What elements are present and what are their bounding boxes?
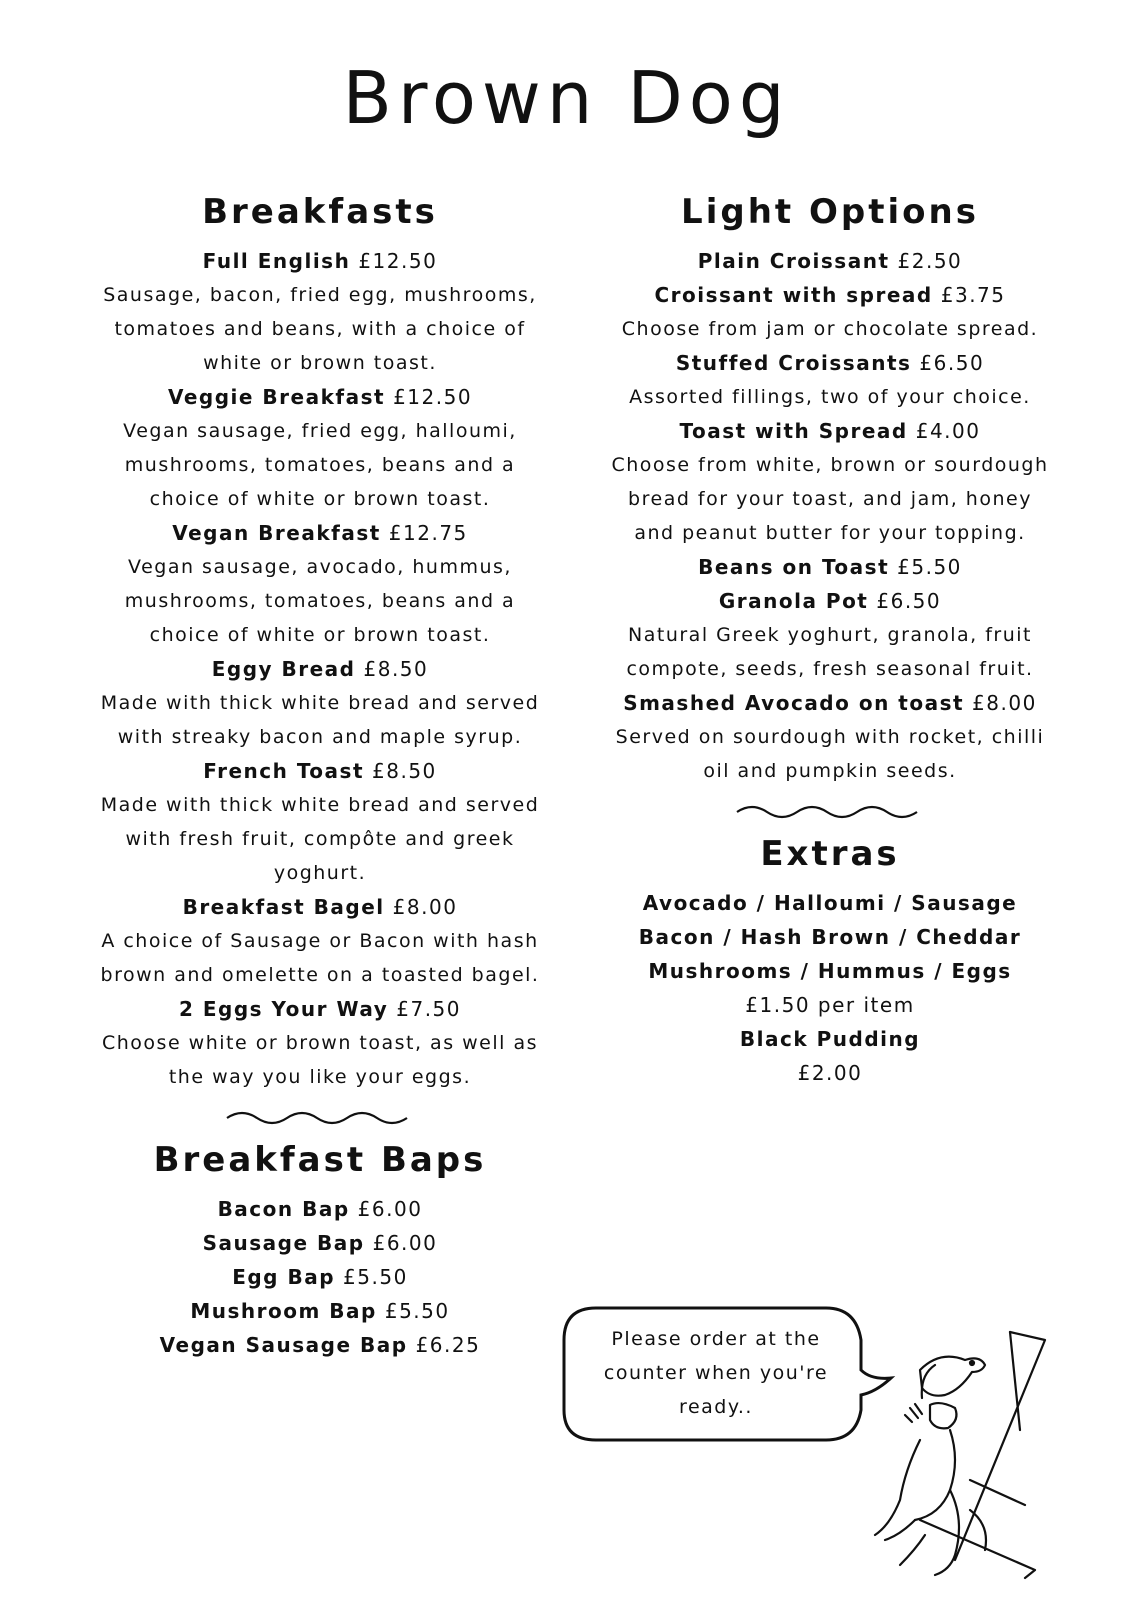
menu-item-description: Served on sourdough with rocket, chilli oil and pumpkin seeds.: [615, 726, 1045, 782]
menu-item-price: £12.50: [358, 249, 438, 273]
menu-item-price: £5.50: [897, 555, 962, 579]
menu-item-title: Breakfast Bagel: [182, 895, 385, 919]
menu-item-description: Vegan sausage, fried egg, halloumi, mushrooms, tomatoes, beans and a choice of white or brown toast.: [123, 420, 517, 510]
menu-item-description: Made with thick white bread and served with streaky bacon and maple syrup.: [100, 692, 540, 748]
menu-item-name: [600, 686, 1060, 720]
menu-item-name: [85, 1226, 555, 1260]
menu-item-title: Full English: [202, 249, 351, 273]
menu-item-name: [600, 278, 1060, 312]
black-pudding-label: Black Pudding: [739, 1027, 921, 1051]
menu-item-price: £8.00: [392, 895, 458, 919]
menu-item-price: £6.50: [876, 589, 942, 613]
menu-item-title: 2 Eggs Your Way: [178, 997, 389, 1021]
extras-per-item-price: £1.50 per item: [745, 993, 915, 1017]
baps-heading: Breakfast Baps: [153, 1140, 487, 1180]
menu-item-title: Beans on Toast: [698, 555, 890, 579]
right-column: [600, 190, 1060, 1090]
menu-item-price: £6.00: [357, 1197, 423, 1221]
menu-item-price: £2.50: [897, 249, 963, 273]
menu-item-name: [600, 346, 1060, 380]
menu-item-name: [600, 584, 1060, 618]
menu-item-name: [600, 414, 1060, 448]
menu-item-title: Veggie Breakfast: [167, 385, 386, 409]
menu-item-price: £6.50: [919, 351, 985, 375]
light-options-list: [600, 244, 1060, 788]
menu-item-price: £6.25: [415, 1333, 481, 1357]
menu-item-description: Natural Greek yoghurt, granola, fruit compote, seeds, fresh seasonal fruit.: [626, 624, 1034, 680]
left-column: [85, 190, 555, 1362]
menu-item-price: £7.50: [396, 997, 462, 1021]
menu-item-name: [85, 652, 555, 686]
menu-item-name: [85, 244, 555, 278]
menu-item-price: £4.00: [915, 419, 981, 443]
menu-item-title: Toast with Spread: [679, 419, 908, 443]
extras-line: Avocado / Halloumi / Sausage: [642, 891, 1018, 915]
menu-title: Brown Dog: [342, 56, 791, 140]
menu-item-title: Sausage Bap: [202, 1231, 365, 1255]
menu-item-price: £8.50: [372, 759, 437, 783]
menu-item-title: Croissant with spread: [654, 283, 933, 307]
menu-item-description: Assorted fillings, two of your choice.: [629, 386, 1031, 408]
extras-heading: Extras: [760, 834, 900, 874]
dog-deckchair-illustration-icon: [860, 1320, 1060, 1590]
menu-item-name: [85, 1192, 555, 1226]
menu-item-title: Smashed Avocado on toast: [623, 691, 965, 715]
menu-item-name: [600, 244, 1060, 278]
menu-item-price: £5.50: [384, 1299, 450, 1323]
menu-item-price: £12.75: [388, 521, 468, 545]
baps-list: [85, 1192, 555, 1362]
menu-item-description: A choice of Sausage or Bacon with hash brown and omelette on a toasted bagel.: [100, 930, 540, 986]
squiggle-divider-icon: [225, 1108, 415, 1128]
menu-item-name: [85, 1294, 555, 1328]
menu-item-title: Bacon Bap: [217, 1197, 350, 1221]
menu-item-price: £8.50: [363, 657, 429, 681]
black-pudding-price: £2.00: [797, 1061, 863, 1085]
light-options-heading: Light Options: [681, 192, 979, 232]
speech-bubble-text: Please order at the counter when you're ready..: [603, 1328, 829, 1418]
menu-item-name: [85, 516, 555, 550]
menu-item-description: Sausage, bacon, fried egg, mushrooms, tomatoes and beans, with a choice of white or brown toast.: [103, 284, 537, 374]
menu-item-title: Egg Bap: [232, 1265, 336, 1289]
menu-item-description: Choose white or brown toast, as well as the way you like your eggs.: [102, 1032, 538, 1088]
menu-item-price: £12.50: [393, 385, 473, 409]
menu-item-title: Vegan Breakfast: [172, 521, 381, 545]
menu-item-name: [85, 754, 555, 788]
menu-item-title: French Toast: [203, 759, 365, 783]
menu-item-description: Choose from jam or chocolate spread.: [621, 318, 1039, 340]
menu-item-name: [85, 380, 555, 414]
menu-item-description: Choose from white, brown or sourdough bread for your toast, and jam, honey and peanut butter for your topping.: [611, 454, 1049, 544]
menu-item-title: Vegan Sausage Bap: [159, 1333, 408, 1357]
menu-item-title: Granola Pot: [718, 589, 869, 613]
menu-item-price: £8.00: [972, 691, 1037, 715]
extras-line: Bacon / Hash Brown / Cheddar: [638, 925, 1022, 949]
menu-item-price: £5.50: [343, 1265, 408, 1289]
menu-item-title: Mushroom Bap: [190, 1299, 377, 1323]
menu-item-description: Vegan sausage, avocado, hummus, mushrooms, tomatoes, beans and a choice of white or brown toast.: [124, 556, 516, 646]
menu-item-price: £6.00: [372, 1231, 438, 1255]
menu-item-title: Eggy Bread: [211, 657, 356, 681]
menu-item-title: Stuffed Croissants: [675, 351, 912, 375]
menu-item-name: [85, 992, 555, 1026]
menu-item-name: [85, 890, 555, 924]
menu-item-title: Plain Croissant: [697, 249, 890, 273]
menu-item-price: £3.75: [940, 283, 1006, 307]
menu-item-name: [85, 1260, 555, 1294]
squiggle-divider-icon: [735, 802, 925, 822]
speech-bubble: [556, 1300, 906, 1450]
menu-item-name: [600, 550, 1060, 584]
menu-item-description: Made with thick white bread and served with fresh fruit, compôte and greek yoghurt.: [100, 794, 540, 884]
menu-item-name: [85, 1328, 555, 1362]
breakfasts-list: [85, 244, 555, 1094]
extras-line: Mushrooms / Hummus / Eggs: [648, 959, 1012, 983]
breakfasts-heading: Breakfasts: [202, 192, 438, 232]
